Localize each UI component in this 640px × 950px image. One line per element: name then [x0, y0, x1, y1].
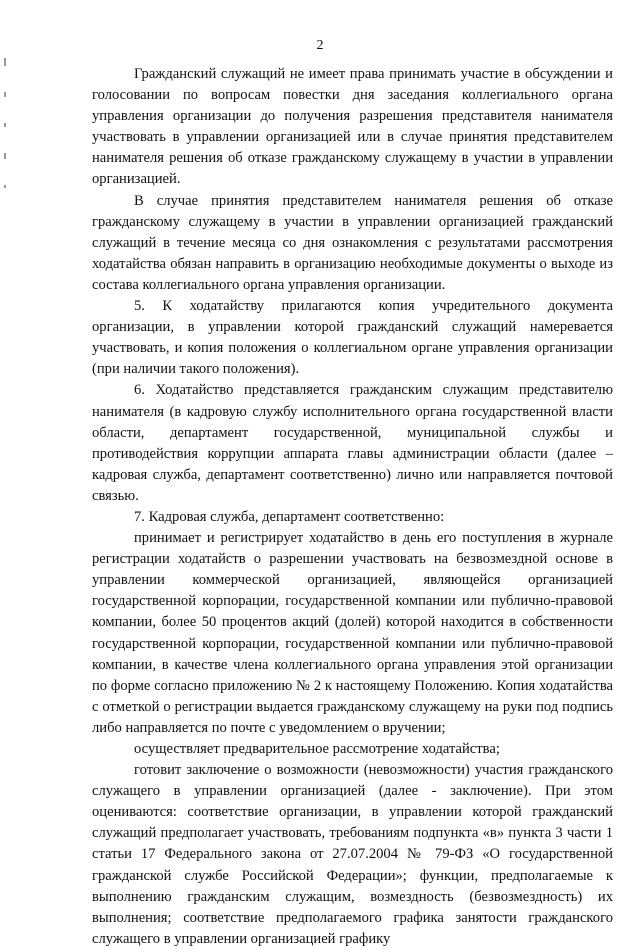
- paragraph-item-5: 5. К ходатайству прилагаются копия учредительного документа организации, в управлении которой гражданский служащий намеревается участвовать, и копия положения о коллегиальном органе управления организации (при наличии такого положения).: [92, 298, 613, 378]
- paragraph-registration: принимает и регистрирует ходатайство в день его поступления в журнале регистрации ходатайств о разрешении участвовать на безвозмездной основе в управлении коммерческой организацией, являющейся организацией государственной корпорации, государственной компании или публично-правовой компании, более 50 процентов акций (долей) которой находится в собственности государственной корпорации, государственной компании или публично-правовой компании, в качестве члена коллегиального органа управления этой организации по форме согласно приложению № 2 к настоящему Положению. Копия ходатайства с отметкой о регистрации выдается гражданскому служащему на руки под подпись либо направляется по почте с уведомлением о вручении;: [92, 530, 613, 736]
- margin-scan-marks: [4, 58, 10, 214]
- paragraph-conclusion: готовит заключение о возможности (невозможности) участия гражданского служащего в управлении организацией (далее - заключение). При этом оцениваются: соответствие организации, в управлении которой гражданский служащий предполагает участвовать, требованиям подпункта «в» пункта 3 части 1 статьи 17 Федерального закона от 27.07.2004 № 79-ФЗ «О государственной гражданской службе Российской Федерации»; функции, предполагаемые к выполнению гражданским служащим, возмездность (безвозмездность) их выполнения; соответствие предполагаемого графика занятости гражданского служащего в управлении организацией графику: [92, 762, 613, 947]
- document-body: [92, 64, 613, 950]
- paragraph-participation-ban: Гражданский служащий не имеет права принимать участие в обсуждении и голосовании по вопросам повестки дня заседания коллегиального органа управления организации до получения разрешения представителя нанимателя участвовать в управлении организацией или в случае принятия представителем нанимателя решения об отказе гражданскому служащему в участии в управлении организацией.: [92, 66, 613, 188]
- page-number: 2: [316, 38, 324, 53]
- paragraph-item-6: 6. Ходатайство представляется гражданским служащим представителю нанимателя (в кадровую службу исполнительного органа государственной власти области, департамент государственной, муниципальной службы и противодействия коррупции аппарата главы администрации области (далее – кадровая служба, департамент соответственно) лично или направляется почтовой связью.: [92, 382, 613, 504]
- paragraph-preliminary-review: осуществляет предварительное рассмотрение ходатайства;: [134, 741, 500, 757]
- paragraph-refusal-case: В случае принятия представителем нанимателя решения об отказе гражданскому служащему в участии в управлении организацией гражданский служащий в течение месяца со дня ознакомления с результатами рассмотрения ходатайства обязан направить в организацию необходимые документы о выходе из состава коллегиального органа управления организации.: [92, 192, 613, 293]
- paragraph-item-7: 7. Кадровая служба, департамент соответственно:: [134, 508, 445, 525]
